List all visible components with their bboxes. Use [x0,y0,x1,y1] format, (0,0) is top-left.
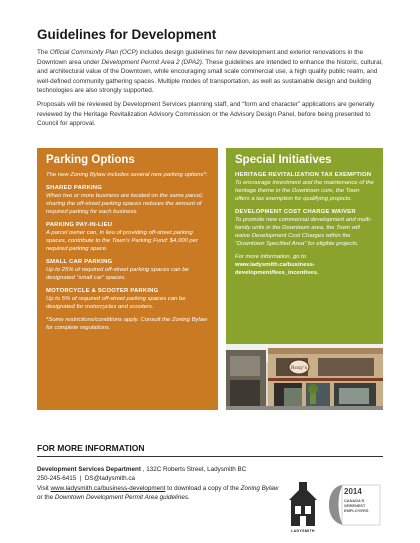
special-initiatives-title: Special Initiatives [235,154,332,166]
motorcycle-heading: MOTORCYCLE & SCOOTER PARKING [46,288,159,294]
award-line-3: EMPLOYERS [344,508,369,513]
dcc-waiver-body: To promote new commercial development and multi-family units in the Downtown area, the Town will waive Development Cost Charges within the “Downtown Specified Area” for eligible projects. [235,217,372,247]
visit-text-d: . [187,494,190,502]
award-line-1: CANADA'S [344,498,365,503]
heritage-tax-heading: HERITAGE REVITALIZATION TAX EXEMPTION [235,172,372,178]
intro-p1-a: The [37,49,50,56]
phone-email-separator: | [79,475,82,483]
dpa-name: Development Permit Area 2 (DPA2) [101,58,202,66]
dcc-waiver-heading: DEVELOPMENT COST CHARGE WAIVER [235,209,356,215]
visit-text-c: or the [37,494,55,502]
visit-text-b: to download a copy of the [165,484,241,492]
pay-in-lieu-heading: PARKING PAY-IN-LIEU [46,222,113,228]
intro-p1-b: includes design guidelines for new development and exterior renovations in the Downtown area under [37,49,364,66]
zoning-bylaw-name: Zoning Bylaw [240,484,279,492]
ocp-name: Official Community Plan (OCP) [49,49,138,56]
visit-line [37,484,282,503]
shared-parking-heading: SHARED PARKING [46,185,103,191]
for-more-information-heading: FOR MORE INFORMATION [37,443,145,453]
downtown-storefront-photo [226,344,383,410]
intro-text [37,48,389,129]
contact-info [37,465,282,503]
small-car-body: Up to 25% of required off-street parking spaces can be designated “small car” spaces. [46,267,189,281]
small-car-heading: SMALL CAR PARKING [46,259,113,265]
contact-address-line [37,465,282,474]
dpa-guidelines-name: Downtown Development Permit Area guidelines [54,494,188,502]
shared-parking-body: When two or more business are located on the same parcel, sharing the off-street parking spaces reduces the amount of required parking for each business. [46,193,204,215]
contact-phone-line [37,474,282,483]
fees-incentives-link[interactable]: www.ladysmith.ca/business-development/fees_incentives. [235,262,319,276]
award-line-2: GREENEST [344,503,366,508]
intro-paragraph-1 [37,48,389,96]
phone-number: 250-245-6415 [37,475,77,483]
intro-p1-c: . These guidelines are intended to enhance the historic, cultural, and architectural value of the Downtown, while encouraging small scale commercial use, a high quality public realm, and well-defined community gathering spaces. Multiple modes of transportation, as well as sustainable design and building technologies are also strongly supported. [37,58,383,95]
shop-sign-text: Roxy's [290,365,308,371]
parking-intro: The new Zoning Bylaw includes several new parking options*: [46,172,208,178]
parking-options-title: Parking Options [46,154,135,166]
more-info-text: For more information, go to [235,254,307,260]
page-title: Guidelines for Development [37,27,217,42]
visit-text-a: Visit [37,484,51,492]
town-name: LADYSMITH [291,529,315,533]
heritage-tax-body: To encourage investment and the maintenance of the heritage theme in the Downtown core, the Town offers a tax exemption for qualifying projects. [235,180,374,202]
parking-footnote: *Some restrictions/conditions apply. Consult the Zoning Bylaw for complete regulations. [46,317,208,331]
award-text [344,498,382,513]
award-year: 2014 [344,487,362,496]
email-address[interactable]: DS@ladysmith.ca [84,475,135,483]
intro-paragraph-2: Proposals will be reviewed by Development Services planning staff, and “form and character” applications are generally reviewed by the Heritage Revitalization Advisory Commission or the Advisory Design Panel, before being presented to Council for approval. [37,100,375,128]
business-development-link[interactable]: www.ladysmith.ca/business-development [50,484,166,492]
motorcycle-body: Up to 5% of required off-street parking spaces can be designated for motorcycles and scooters. [46,296,186,310]
department-address: , 132C Roberts Street, Ladysmith BC [140,466,247,473]
department-name: Development Services Department [37,466,141,473]
pay-in-lieu-body: A parcel owner can, in lieu of providing off-street parking spaces, contribute to the Town’s Parking Fund: $4,000 per required parking space. [46,230,198,252]
divider [37,456,383,457]
ladysmith-logo-icon [285,480,321,528]
parking-options-panel [37,148,218,410]
